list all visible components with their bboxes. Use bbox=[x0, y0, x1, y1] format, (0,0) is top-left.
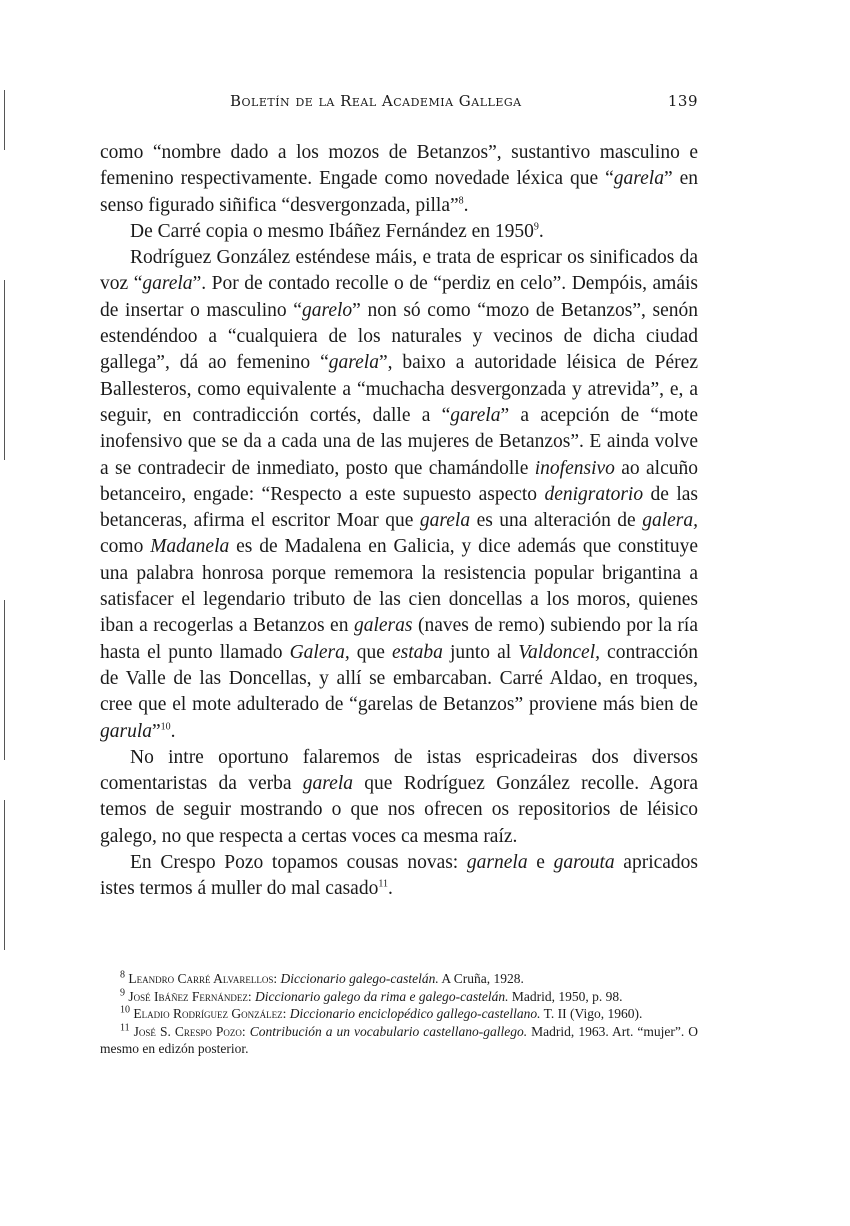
footnotes bbox=[100, 970, 698, 1058]
paragraph-2: De Carré copia o mesmo Ibáñez Fernández en 1950$^9$. bbox=[130, 220, 544, 242]
footnote-ref-9[interactable]: 9 bbox=[533, 221, 539, 233]
paragraph-4: No intre oportuno falaremos de istas espricadeiras dos diversos comentaristas da verba garela que Rodríguez González recolle. Agora temos de seguir mostrando o que nos ofrecen os repositorios de léisico galego, no que respecta a certas voces ca mesma raíz. bbox=[100, 746, 699, 847]
footnote-10: $^{10}$ Eladio Rodríguez González: Diccionario enciclopédico gallego-castellano. T. II (Vigo, 1960). bbox=[120, 1004, 643, 1021]
scan-margin-marks bbox=[0, 80, 12, 980]
page-number: 139 bbox=[667, 92, 698, 110]
footnote-9: $^9$ José Ibáñez Fernández: Diccionario galego da rima e galego-castelán. Madrid, 1950, p. 98. bbox=[120, 987, 623, 1004]
paragraph-1: como “nombre dado a los mozos de Betanzos”, sustantivo masculino e femenino respectivamente. Engade como novedade léxica que “garela” en senso figurado siñifica “desvergonzada, pilla”$^8$. bbox=[100, 142, 699, 216]
footnote-11: $^{11}$ José S. Crespo Pozo: Contribución a un vocabulario castellano-gallego. Madrid, 1963. Art. “mujer”. O mesmo en edizón posterior. bbox=[100, 1022, 698, 1056]
footnote-ref-8[interactable]: 8 bbox=[458, 195, 464, 207]
footnote-ref-11[interactable]: 11 bbox=[378, 878, 388, 890]
paragraph-3: Rodríguez González esténdese máis, e trata de espricar os sinificados da voz “garela”. Por de contado recolle o de “perdiz en celo”. Dempóis, amáis de insertar o masculino “garelo” non só como “mozo de Betanzos”, senón estendéndoo a “cualquiera de los naturales y vecinos de dicha ciudad gallega”, dá ao femenino “garela”, baixo a autoridade léisica de Pérez Ballesteros, como equivalente a “muchacha desvergonzada y atrevida”, e, a seguir, en contradicción cortés, dalle a “garela” a acepción de “mote inofensivo que se da a cada una de las mujeres de Betanzos”. E ainda volve a se contradecir de inmediato, posto que chamándolle inofensivo ao alcuño betanceiro, engade: “Respecto a este supuesto aspecto denigratorio de las betanceras, afirma el escritor Moar que garela es una alteración de galera, como Madanela es de Madalena en Galicia, y dice además que constituye una palabra honrosa porque rememora la resistencia popular brigantina a satisfacer el legendario tributo de las cien doncellas a los moros, quienes iban a recogerlas a Betanzos en galeras (naves de remo) subiendo por la ría hasta el punto llamado Galera, que estaba junto al Valdoncel, contracción de Valle de las Doncellas, y allí se embarcaban. Carré Aldao, en troques, cree que el mote adulterado de “garelas de Betanzos” proviene más bien de garula”$^{10}$. bbox=[100, 247, 699, 742]
paragraph-5: En Crespo Pozo topamos cousas novas: garnela e garouta apricados istes termos á muller do mal casado$^{11}$. bbox=[100, 852, 699, 900]
footnote-8: $^8$ Leandro Carré Alvarellos: Diccionario galego-castelán. A Cruña, 1928. bbox=[120, 969, 524, 986]
body-text bbox=[100, 140, 698, 903]
footnote-ref-10[interactable]: 10 bbox=[160, 721, 171, 733]
journal-title: Boletín de la Real Academia Gallega bbox=[230, 92, 522, 110]
